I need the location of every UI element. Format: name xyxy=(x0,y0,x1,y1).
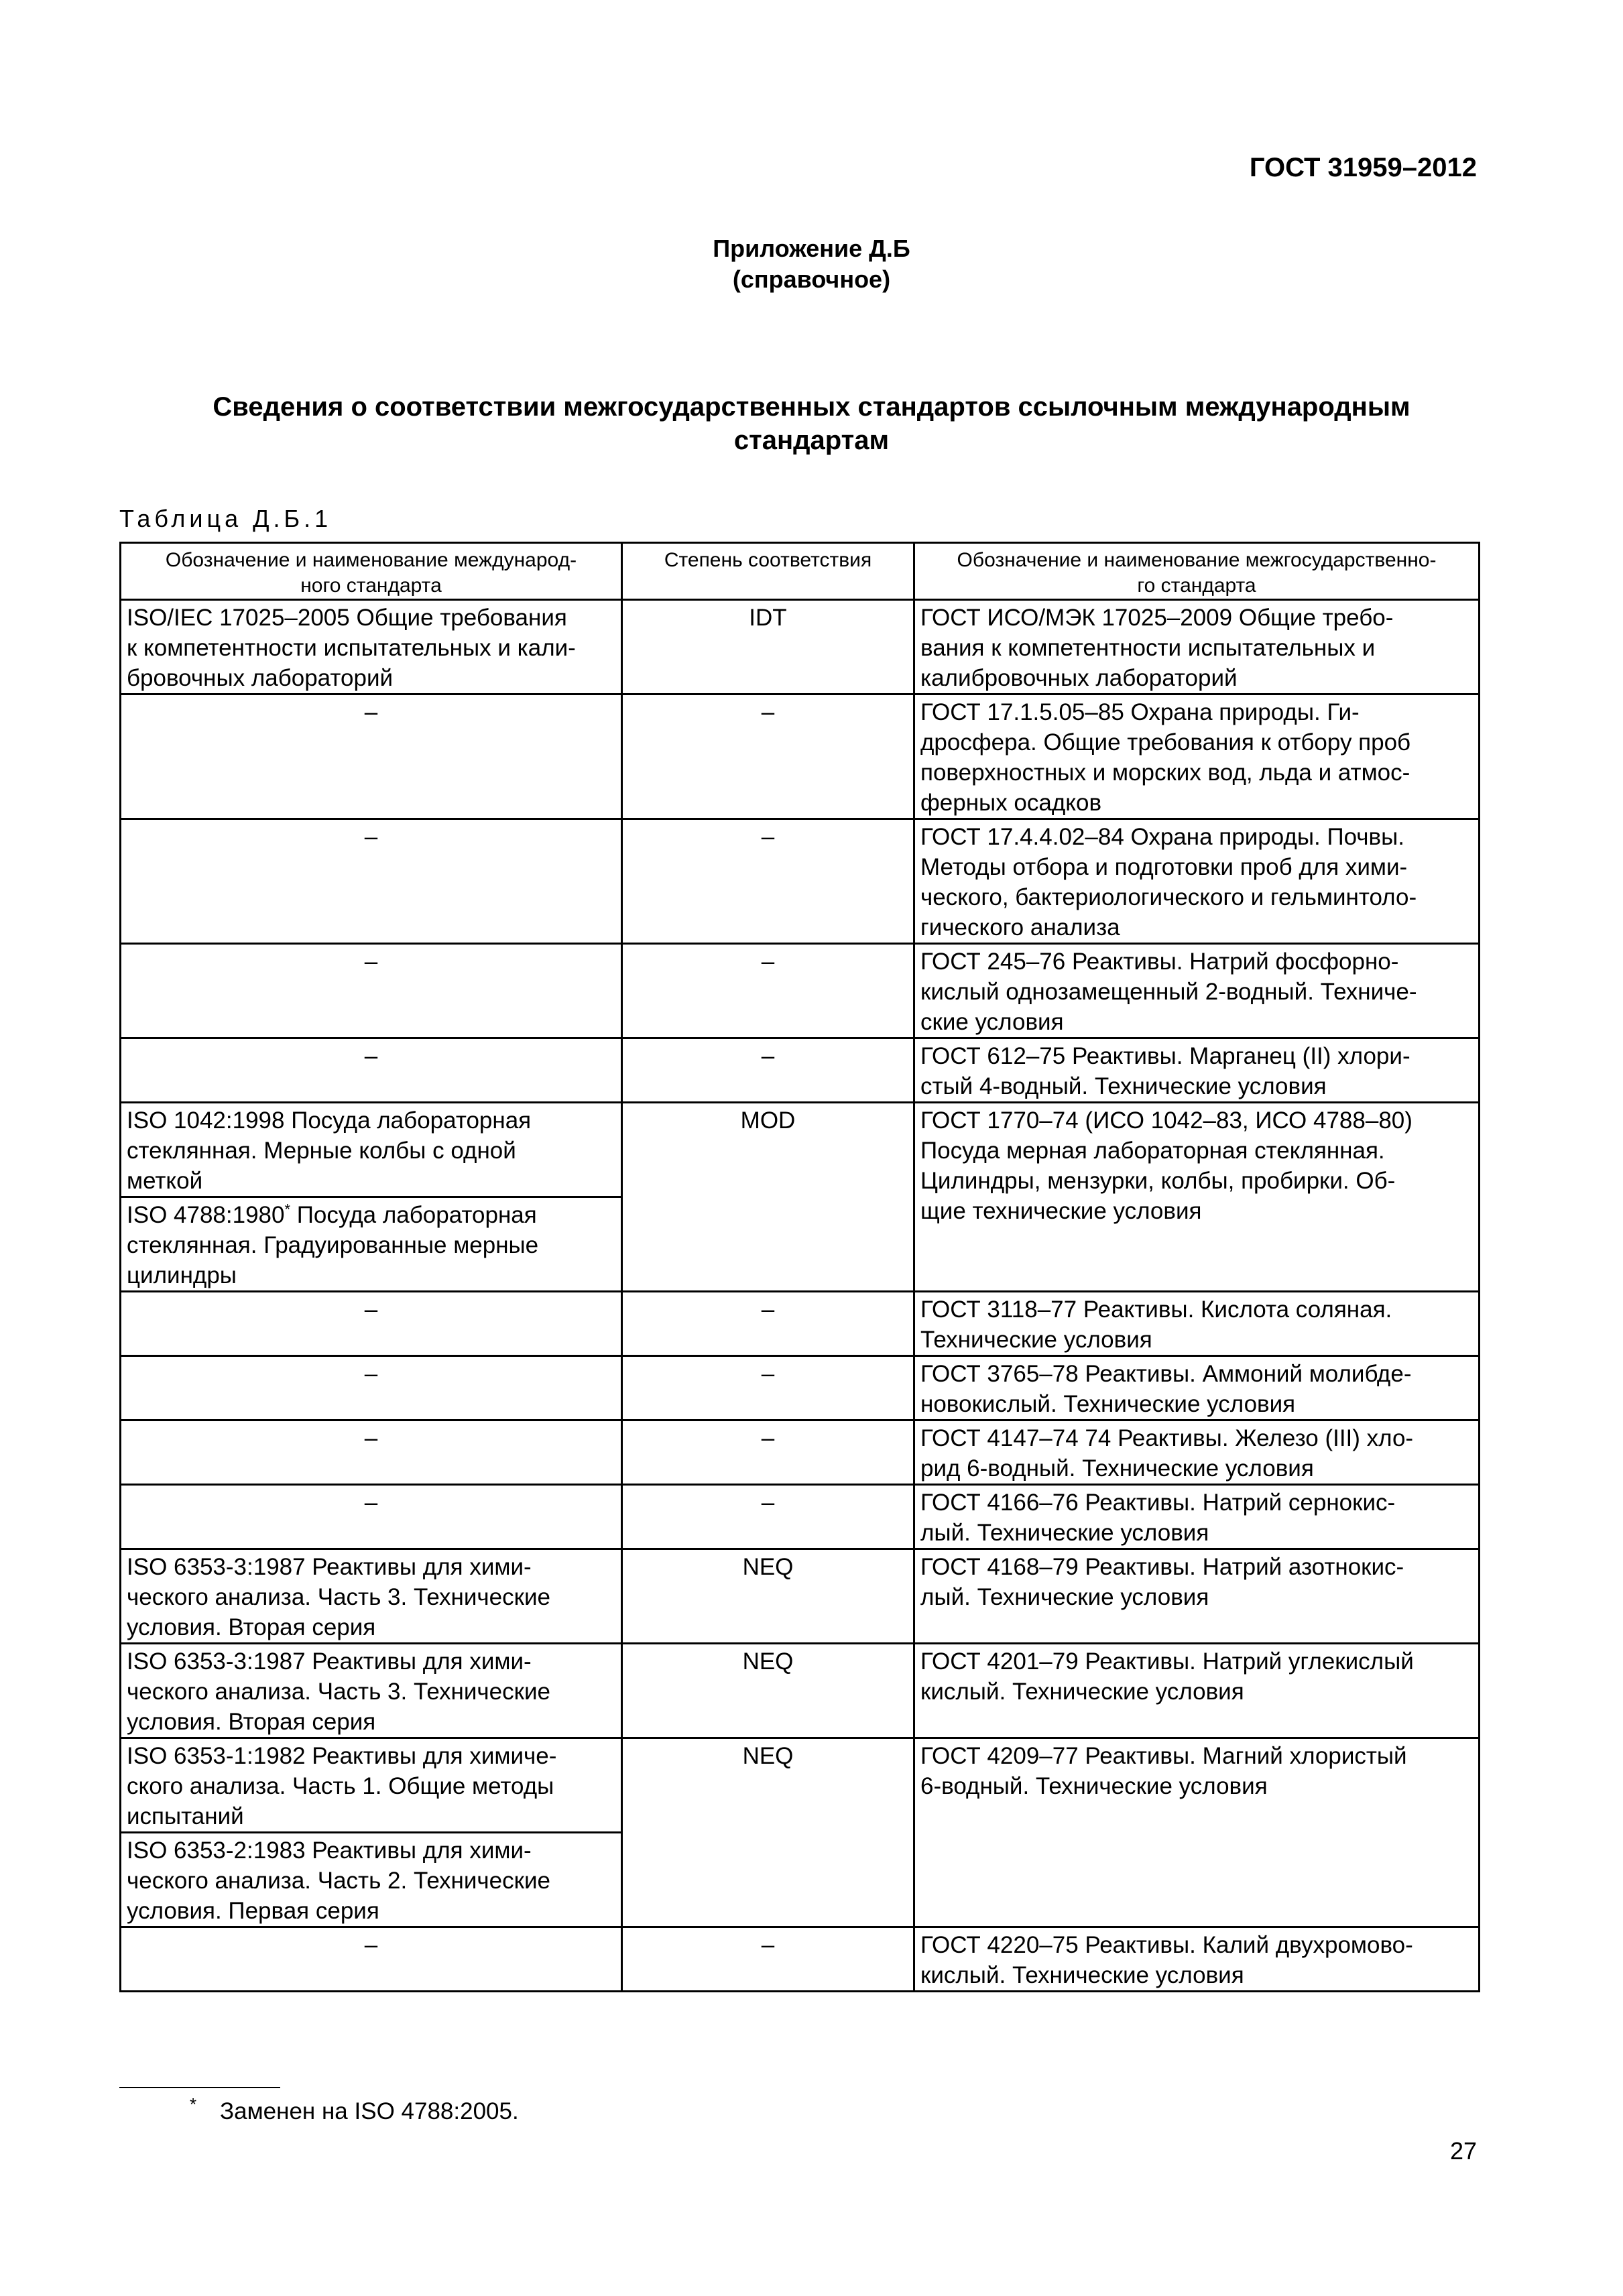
intl-standard-cell: ISO 4788:1980* Посуда лабораторная стеклянная. Градуированные мерные цилиндры xyxy=(121,1197,622,1292)
intl-standard-cell: – xyxy=(121,1421,622,1485)
gost-standard-cell: ГОСТ 4168–79 Реактивы. Натрий азотнокис- лый. Технические условия xyxy=(914,1549,1480,1644)
table-row xyxy=(121,600,1480,694)
gost-standard-cell: ГОСТ 17.4.4.02–84 Охрана природы. Почвы. Методы отбора и подготовки проб для хими- ческого, бактериологического и гельминтоло- гического анализа xyxy=(914,819,1480,944)
gost-standard-cell: ГОСТ 4220–75 Реактивы. Калий двухромово- кислый. Технические условия xyxy=(914,1927,1480,1992)
intl-standard-cell: ISO 6353-3:1987 Реактивы для хими- ческого анализа. Часть 3. Технические условия. Вторая серия xyxy=(121,1644,622,1738)
table-row xyxy=(121,1485,1480,1549)
degree-cell: – xyxy=(622,1485,914,1549)
footnote-reference: * xyxy=(284,1201,291,1218)
table-caption: Таблица Д.Б.1 xyxy=(119,505,333,532)
intl-standard-cell: – xyxy=(121,1927,622,1992)
degree-cell: – xyxy=(622,944,914,1038)
intl-standard-cell: ISO/IEC 17025–2005 Общие требования к компетентности испытательных и кали- бровочных лабораторий xyxy=(121,600,622,694)
degree-cell: – xyxy=(622,819,914,944)
intl-standard-cell: – xyxy=(121,1292,622,1356)
gost-standard-cell: ГОСТ 3118–77 Реактивы. Кислота соляная. Технические условия xyxy=(914,1292,1480,1356)
document-number: ГОСТ 31959–2012 xyxy=(1249,153,1477,182)
gost-standard-cell: ГОСТ 4166–76 Реактивы. Натрий сернокис- лый. Технические условия xyxy=(914,1485,1480,1549)
footnote-mark: * xyxy=(190,2094,197,2114)
table-row xyxy=(121,1421,1480,1485)
degree-cell: IDT xyxy=(622,600,914,694)
degree-cell: NEQ xyxy=(622,1549,914,1644)
table-header-row xyxy=(121,543,1480,600)
degree-cell: NEQ xyxy=(622,1644,914,1738)
section-title-line-1: Сведения о соответствии межгосударственных стандартов ссылочным международным xyxy=(213,392,1410,422)
correspondence-table xyxy=(119,542,1480,1992)
degree-cell: NEQ xyxy=(622,1738,914,1927)
gost-standard-cell: ГОСТ 17.1.5.05–85 Охрана природы. Ги- дросфера. Общие требования к отбору проб поверхностных и морских вод, льда и атмос- ферных осадков xyxy=(914,694,1480,819)
table-row xyxy=(121,944,1480,1038)
intl-standard-cell: – xyxy=(121,1356,622,1421)
header-international-standard: Обозначение и наименование международ- ного стандарта xyxy=(121,543,622,600)
table-row xyxy=(121,1103,1480,1197)
table-row xyxy=(121,1644,1480,1738)
section-title-line-2: стандартам xyxy=(733,426,890,455)
intl-standard-cell: ISO 6353-2:1983 Реактивы для хими- ческого анализа. Часть 2. Технические условия. Первая серия xyxy=(121,1833,622,1927)
gost-standard-cell: ГОСТ ИСО/МЭК 17025–2009 Общие требо- вания к компетентности испытательных и калибровочных лабораторий xyxy=(914,600,1480,694)
gost-standard-cell: ГОСТ 245–76 Реактивы. Натрий фосфорно- кислый однозамещенный 2-водный. Техниче- ские условия xyxy=(914,944,1480,1038)
intl-standard-cell: – xyxy=(121,944,622,1038)
intl-standard-cell: – xyxy=(121,1038,622,1103)
degree-cell: – xyxy=(622,1927,914,1992)
intl-standard-cell: ISO 6353-3:1987 Реактивы для хими- ческого анализа. Часть 3. Технические условия. Вторая серия xyxy=(121,1549,622,1644)
gost-standard-cell: ГОСТ 612–75 Реактивы. Марганец (II) хлори- стый 4-водный. Технические условия xyxy=(914,1038,1480,1103)
annex-subtitle: (справочное) xyxy=(732,265,891,293)
header-interstate-standard: Обозначение и наименование межгосударственно- го стандарта xyxy=(914,543,1480,600)
section-title xyxy=(0,390,1623,457)
degree-cell: – xyxy=(622,1356,914,1421)
intl-standard-cell: ISO 6353-1:1982 Реактивы для химиче- ского анализа. Часть 1. Общие методы испытаний xyxy=(121,1738,622,1833)
page-number: 27 xyxy=(1449,2137,1477,2165)
annex-heading xyxy=(0,233,1623,295)
table-row xyxy=(121,694,1480,819)
table-row xyxy=(121,819,1480,944)
header-degree: Степень соответствия xyxy=(622,543,914,600)
gost-standard-cell: ГОСТ 1770–74 (ИСО 1042–83, ИСО 4788–80) Посуда мерная лабораторная стеклянная. Цилиндры, мензурки, колбы, пробирки. Об- щие технические условия xyxy=(914,1103,1480,1292)
degree-cell: MOD xyxy=(622,1103,914,1292)
gost-standard-cell: ГОСТ 4147–74 74 Реактивы. Железо (III) хло- рид 6-водный. Технические условия xyxy=(914,1421,1480,1485)
gost-standard-cell: ГОСТ 4201–79 Реактивы. Натрий углекислый кислый. Технические условия xyxy=(914,1644,1480,1738)
table-row xyxy=(121,1549,1480,1644)
intl-standard-cell: – xyxy=(121,694,622,819)
intl-standard-cell: ISO 1042:1998 Посуда лабораторная стеклянная. Мерные колбы с одной меткой xyxy=(121,1103,622,1197)
gost-standard-cell: ГОСТ 3765–78 Реактивы. Аммоний молибде- новокислый. Технические условия xyxy=(914,1356,1480,1421)
degree-cell: – xyxy=(622,1421,914,1485)
footnote-separator xyxy=(119,2087,280,2088)
degree-cell: – xyxy=(622,694,914,819)
degree-cell: – xyxy=(622,1038,914,1103)
table-row xyxy=(121,1356,1480,1421)
gost-standard-cell: ГОСТ 4209–77 Реактивы. Магний хлористый 6-водный. Технические условия xyxy=(914,1738,1480,1927)
table-row xyxy=(121,1738,1480,1833)
footnote-text: Заменен на ISO 4788:2005. xyxy=(220,2098,519,2124)
table-row xyxy=(121,1292,1480,1356)
table-row xyxy=(121,1038,1480,1103)
table-row xyxy=(121,1927,1480,1992)
intl-standard-cell: – xyxy=(121,819,622,944)
annex-title: Приложение Д.Б xyxy=(713,235,910,262)
degree-cell: – xyxy=(622,1292,914,1356)
intl-standard-cell: – xyxy=(121,1485,622,1549)
